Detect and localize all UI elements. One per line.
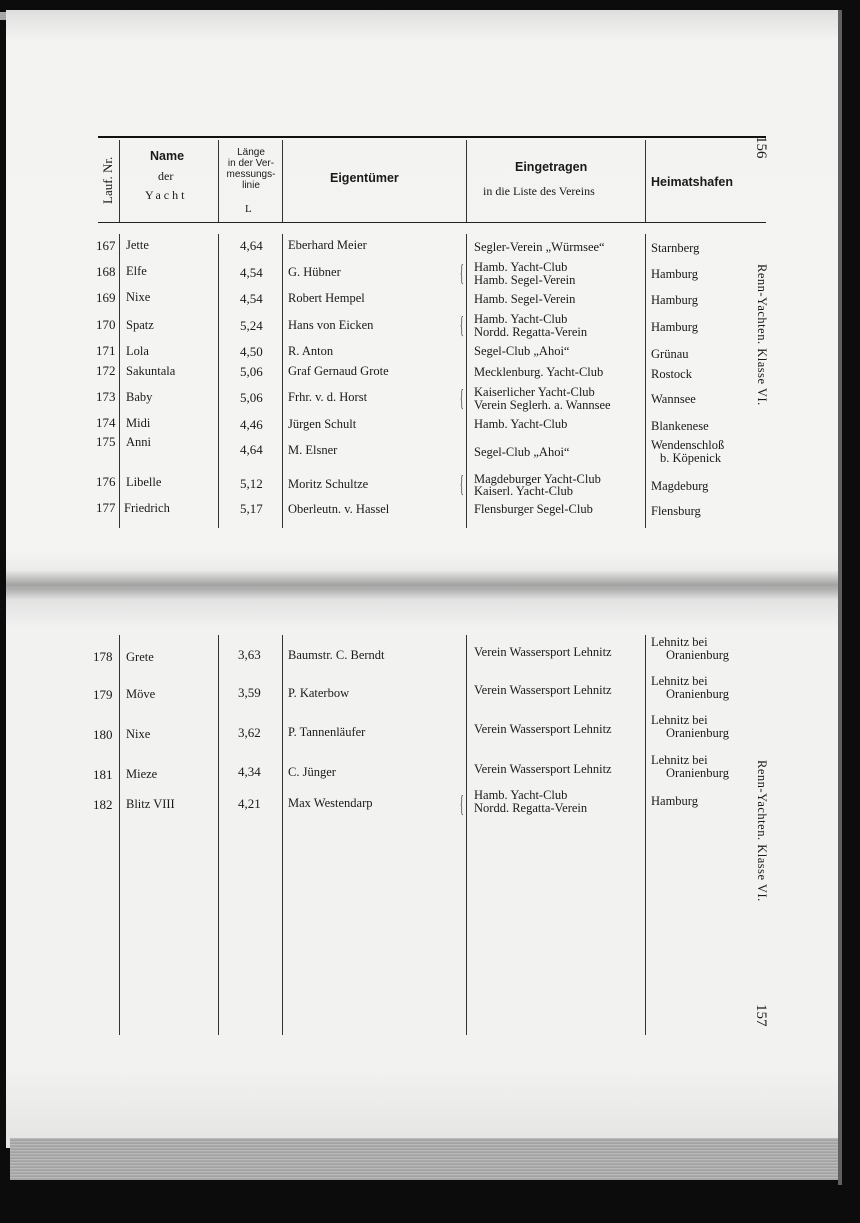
brace: { bbox=[459, 261, 464, 287]
col-sep bbox=[645, 234, 646, 528]
row-laenge: 4,34 bbox=[238, 764, 261, 779]
row-hafen: Hamburg bbox=[651, 794, 698, 808]
row-hafen: Oranienburg bbox=[666, 726, 729, 740]
row-verein: Hamb. Segel-Verein bbox=[474, 273, 576, 287]
page-157 bbox=[6, 588, 838, 1148]
row-verein: Kaiserlicher Yacht-Club bbox=[474, 385, 595, 399]
brace: { bbox=[459, 386, 464, 412]
col-sep bbox=[282, 234, 283, 528]
col-sep bbox=[645, 140, 646, 222]
row-name: Möve bbox=[126, 687, 156, 701]
row-owner: P. Tannenläufer bbox=[288, 725, 366, 739]
row-nr: 171 bbox=[96, 343, 116, 358]
col-sep bbox=[119, 234, 120, 528]
header-name-l3: Yacht bbox=[145, 188, 188, 202]
page-stack-bottom-edge bbox=[10, 1138, 838, 1180]
row-name: Jette bbox=[126, 238, 149, 252]
running-head: Renn-Yachten. Klasse VI. bbox=[755, 760, 769, 902]
row-nr: 172 bbox=[96, 363, 116, 378]
row-laenge: 4,64 bbox=[240, 238, 263, 253]
row-hafen: Flensburg bbox=[651, 504, 701, 518]
header-laenge-l5: L bbox=[245, 203, 252, 215]
row-verein: Magdeburger Yacht-Club bbox=[474, 472, 601, 486]
row-verein: Segler-Verein „Würmsee“ bbox=[474, 240, 605, 254]
row-verein: Hamb. Yacht-Club bbox=[474, 417, 568, 431]
row-hafen: Starnberg bbox=[651, 241, 700, 255]
row-nr: 168 bbox=[96, 264, 116, 279]
row-verein: Nordd. Regatta-Verein bbox=[474, 325, 588, 339]
row-laenge: 5,24 bbox=[240, 318, 263, 333]
row-hafen: b. Köpenick bbox=[660, 451, 722, 465]
row-owner: Max Westendarp bbox=[288, 796, 373, 810]
row-laenge: 5,06 bbox=[240, 364, 263, 379]
row-name: Spatz bbox=[126, 318, 154, 332]
row-owner: Frhr. v. d. Horst bbox=[288, 390, 368, 404]
row-hafen: Blankenese bbox=[651, 419, 709, 433]
header-heimatshafen: Heimatshafen bbox=[651, 175, 733, 189]
row-owner: Robert Hempel bbox=[288, 291, 365, 305]
row-nr: 169 bbox=[96, 290, 116, 305]
brace: { bbox=[459, 472, 464, 498]
row-owner: Moritz Schultze bbox=[288, 477, 369, 491]
row-verein: Hamb. Yacht-Club bbox=[474, 312, 568, 326]
row-verein: Flensburger Segel-Club bbox=[474, 502, 593, 516]
row-hafen: Hamburg bbox=[651, 267, 698, 281]
col-sep bbox=[119, 140, 120, 222]
row-laenge: 4,64 bbox=[240, 442, 263, 457]
row-hafen: Lehnitz bei bbox=[651, 635, 708, 649]
header-name-l1: Name bbox=[150, 149, 185, 163]
row-nr: 176 bbox=[96, 474, 116, 489]
row-name: Friedrich bbox=[124, 501, 170, 515]
row-nr: 175 bbox=[96, 434, 116, 449]
row-hafen: Magdeburg bbox=[651, 479, 709, 493]
row-nr: 180 bbox=[93, 727, 113, 742]
row-name: Baby bbox=[126, 390, 153, 404]
row-name: Lola bbox=[126, 344, 149, 358]
header-bottom-rule bbox=[98, 222, 766, 223]
row-owner: Oberleutn. v. Hassel bbox=[288, 502, 390, 516]
row-laenge: 5,06 bbox=[240, 390, 263, 405]
row-verein: Mecklenburg. Yacht-Club bbox=[474, 365, 604, 379]
col-sep bbox=[466, 234, 467, 528]
col-sep bbox=[218, 234, 219, 528]
row-name: Grete bbox=[126, 650, 154, 664]
row-laenge: 3,63 bbox=[238, 647, 261, 662]
row-hafen: Wannsee bbox=[651, 392, 696, 406]
row-name: Elfe bbox=[126, 264, 147, 278]
row-nr: 177 bbox=[96, 500, 116, 515]
header-eingetragen-l1: Eingetragen bbox=[515, 160, 588, 174]
row-nr: 170 bbox=[96, 317, 116, 332]
row-verein: Verein Seglerh. a. Wannsee bbox=[474, 398, 611, 412]
row-owner: C. Jünger bbox=[288, 765, 336, 779]
row-nr: 174 bbox=[96, 415, 116, 430]
row-hafen: Oranienburg bbox=[666, 687, 729, 701]
row-owner: R. Anton bbox=[288, 344, 334, 358]
header-laenge-l2: in der Ver- bbox=[227, 158, 275, 169]
row-nr: 173 bbox=[96, 389, 116, 404]
row-laenge: 4,46 bbox=[240, 417, 263, 432]
row-name: Blitz VIII bbox=[126, 797, 175, 811]
row-hafen: Hamburg bbox=[651, 320, 698, 334]
brace: { bbox=[459, 313, 464, 339]
row-verein: Hamb. Segel-Verein bbox=[474, 292, 576, 306]
row-name: Anni bbox=[126, 435, 151, 449]
row-name: Midi bbox=[126, 416, 151, 430]
row-owner: Hans von Eicken bbox=[288, 318, 374, 332]
row-verein: Segel-Club „Ahoi“ bbox=[474, 445, 570, 459]
col-sep bbox=[218, 635, 219, 1035]
row-nr: 181 bbox=[93, 767, 113, 782]
page-number: 157 bbox=[753, 1004, 769, 1027]
row-hafen: Oranienburg bbox=[666, 766, 729, 780]
row-hafen: Grünau bbox=[651, 347, 689, 361]
col-sep bbox=[466, 140, 467, 222]
row-hafen: Rostock bbox=[651, 367, 692, 381]
row-name: Mieze bbox=[126, 767, 158, 781]
row-verein: Hamb. Yacht-Club bbox=[474, 260, 568, 274]
row-nr: 167 bbox=[96, 238, 116, 253]
row-verein: Verein Wassersport Lehnitz bbox=[474, 762, 612, 776]
col-sep bbox=[119, 635, 120, 1035]
book-right-edge bbox=[838, 10, 842, 1185]
row-hafen: Lehnitz bei bbox=[651, 713, 708, 727]
row-hafen: Oranienburg bbox=[666, 648, 729, 662]
row-laenge: 4,54 bbox=[240, 265, 263, 280]
row-hafen: Hamburg bbox=[651, 293, 698, 307]
row-verein: Verein Wassersport Lehnitz bbox=[474, 645, 612, 659]
row-nr: 178 bbox=[93, 649, 113, 664]
row-owner: G. Hübner bbox=[288, 265, 341, 279]
header-lauf-nr: Lauf. Nr. bbox=[100, 156, 115, 204]
col-sep bbox=[466, 635, 467, 1035]
table-top-rule bbox=[98, 136, 766, 138]
row-owner: Baumstr. C. Berndt bbox=[288, 648, 385, 662]
row-laenge: 3,59 bbox=[238, 685, 261, 700]
running-head: Renn-Yachten. Klasse VI. bbox=[755, 264, 769, 406]
header-laenge-l1: Länge bbox=[237, 147, 265, 158]
row-name: Nixe bbox=[126, 290, 151, 304]
col-sep bbox=[282, 635, 283, 1035]
row-verein: Hamb. Yacht-Club bbox=[474, 788, 568, 802]
row-laenge: 5,12 bbox=[240, 476, 263, 491]
row-laenge: 4,50 bbox=[240, 344, 263, 359]
header-eingetragen-l2: in die Liste des Vereins bbox=[483, 184, 595, 198]
row-hafen: Lehnitz bei bbox=[651, 674, 708, 688]
row-laenge: 4,54 bbox=[240, 291, 263, 306]
row-nr: 179 bbox=[93, 687, 113, 702]
header-laenge-l4: linie bbox=[242, 180, 260, 191]
row-owner: M. Elsner bbox=[288, 443, 338, 457]
row-owner: Jürgen Schult bbox=[288, 417, 357, 431]
row-owner: Graf Gernaud Grote bbox=[288, 364, 389, 378]
row-laenge: 4,21 bbox=[238, 796, 261, 811]
header-laenge-l3: messungs- bbox=[226, 169, 276, 180]
row-owner: Eberhard Meier bbox=[288, 238, 367, 252]
row-verein: Segel-Club „Ahoi“ bbox=[474, 344, 570, 358]
book-gutter bbox=[6, 570, 838, 600]
row-name: Sakuntala bbox=[126, 364, 176, 378]
row-verein: Verein Wassersport Lehnitz bbox=[474, 722, 612, 736]
row-owner: P. Katerbow bbox=[288, 686, 350, 700]
row-hafen: Wendenschloß bbox=[651, 438, 725, 452]
row-verein: Verein Wassersport Lehnitz bbox=[474, 683, 612, 697]
row-verein: Nordd. Regatta-Verein bbox=[474, 801, 588, 815]
page-number: 156 bbox=[753, 136, 769, 159]
row-nr: 182 bbox=[93, 797, 113, 812]
row-hafen: Lehnitz bei bbox=[651, 753, 708, 767]
row-verein: Kaiserl. Yacht-Club bbox=[474, 484, 573, 498]
brace: { bbox=[459, 792, 464, 818]
header-eigentuemer: Eigentümer bbox=[330, 171, 399, 185]
row-name: Libelle bbox=[126, 475, 162, 489]
header-name-l2: der bbox=[158, 169, 174, 183]
col-sep bbox=[645, 635, 646, 1035]
row-laenge: 3,62 bbox=[238, 725, 261, 740]
row-name: Nixe bbox=[126, 727, 151, 741]
row-laenge: 5,17 bbox=[240, 501, 263, 516]
